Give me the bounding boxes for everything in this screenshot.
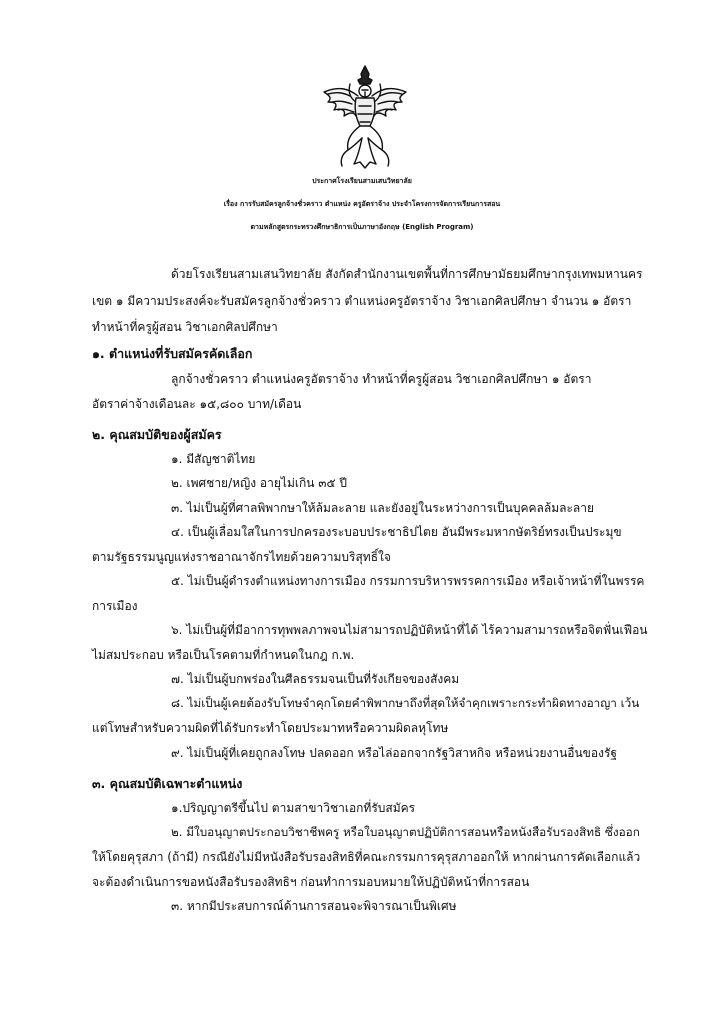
section-2-heading: ๒. คุณสมบัติของผู้สมัคร bbox=[92, 427, 222, 442]
section-2-line: ๘. ไม่เป็นผู้เคยต้องรับโทษจำคุกโดยคำพิพากษาถึงที่สุดให้จำคุกเพราะกระทำผิดทางอาญา เว้น bbox=[171, 696, 640, 710]
section-2-line: แต่โทษสำหรับความผิดที่ได้รับกระทำโดยประมาทหรือความผิดลหุโทษ bbox=[92, 721, 449, 735]
section-1-line: ลูกจ้างชั่วคราว ตำแหน่งครูอัตราจ้าง ทำหน้าที่ครูผู้สอน วิชาเอกศิลปศึกษา ๑ อัตรา bbox=[171, 372, 592, 386]
announcement-title: ประกาศโรงเรียนสามเสนวิทยาลัย bbox=[312, 177, 412, 185]
section-1-heading: ๑. ตำแหน่งที่รับสมัครคัดเลือก bbox=[92, 346, 253, 361]
section-2-line: ๙. ไม่เป็นผู้ที่เคยถูกลงโทษ ปลดออก หรือไล่ออกจากรัฐวิสาหกิจ หรือหน่วยงานอื่นของรัฐ bbox=[171, 746, 618, 760]
section-2-line: ๔. เป็นผู้เลื่อมใสในการปกครองระบอบประชาธิปไตย อันมีพระมหากษัตริย์ทรงเป็นประมุข bbox=[171, 525, 622, 539]
section-2-line: ตามรัฐธรรมนูญแห่งราชอาณาจักรไทยด้วยความบริสุทธิ์ใจ bbox=[92, 550, 391, 564]
section-2-line: ๕. ไม่เป็นผู้ดำรงตำแหน่งทางการเมือง กรรมการบริหารพรรคการเมือง หรือเจ้าหน้าที่ในพรรค bbox=[171, 574, 645, 588]
section-3-line: จะต้องดำเนินการขอหนังสือรับรองสิทธิฯ ก่อนทำการมอบหมายให้ปฏิบัติหน้าที่การสอน bbox=[92, 875, 530, 889]
section-3-line: ๑.ปริญญาตรีขึ้นไป ตามสาขาวิชาเอกที่รับสมัคร bbox=[171, 801, 416, 815]
section-3-line: ๓. หากมีประสบการณ์ด้านการสอนจะพิจารณาเป็นพิเศษ bbox=[171, 899, 457, 913]
section-2-line: การเมือง bbox=[92, 599, 138, 613]
section-3-heading: ๓. คุณสมบัติเฉพาะตำแหน่ง bbox=[92, 776, 243, 791]
section-2-line: ๓. ไม่เป็นผู้ที่ศาลพิพากษาให้ล้มละลาย และยังอยู่ในระหว่างการเป็นบุคคลล้มละลาย bbox=[171, 501, 595, 515]
section-2-line: ๗. ไม่เป็นผู้บกพร่องในศีลธรรมจนเป็นที่รังเกียจของสังคม bbox=[171, 672, 460, 686]
section-2-line: ๖. ไม่เป็นผู้ที่มีอาการทุพพลภาพจนไม่สามารถปฏิบัติหน้าที่ได้ ไร้ความสามารถหรือจิตฟั่นเฟือน bbox=[171, 623, 648, 637]
announcement-subject-line-2: ตามหลักสูตรกระทรวงศึกษาธิการเป็นภาษาอังกฤษ (English Program) bbox=[250, 223, 474, 231]
announcement-subject-line-1: เรื่อง การรับสมัครลูกจ้างชั่วคราว ตำแหน่ง ครูอัตราจ้าง ประจำโครงการจัดการเรียนการสอน bbox=[223, 200, 501, 208]
section-2-line: ๒. เพศชาย/หญิง อายุไม่เกิน ๓๕ ปี bbox=[171, 476, 347, 490]
intro-line: ด้วยโรงเรียนสามเสนวิทยาลัย สังกัดสำนักงานเขตพื้นที่การศึกษามัธยมศึกษากรุงเทพมหานคร bbox=[171, 267, 643, 281]
section-3-line: ให้โดยคุรุสภา (ถ้ามี) กรณียังไม่มีหนังสือรับรองสิทธิที่คณะกรรมการคุรุสภาออกให้ หากผ่านการคัดเลือกแล้ว bbox=[92, 850, 641, 864]
section-3-line: ๒. มีใบอนุญาตประกอบวิชาชีพครู หรือใบอนุญาตปฏิบัติการสอนหรือหนังสือรับรองสิทธิ ซึ่งออก bbox=[171, 825, 640, 839]
section-2-line: ๑. มีสัญชาติไทย bbox=[171, 452, 256, 466]
section-1-line: อัตราค่าจ้างเดือนละ ๑๕,๘๐๐ บาท/เดือน bbox=[92, 397, 302, 411]
intro-line: ทำหน้าที่ครูผู้สอน วิชาเอกศิลปศึกษา bbox=[92, 320, 278, 334]
garuda-emblem-icon bbox=[318, 62, 412, 172]
intro-line: เขต ๑ มีความประสงค์จะรับสมัครลูกจ้างชั่วคราว ตำแหน่งครูอัตราจ้าง วิชาเอกศิลปศึกษา จำนวน ๑ อัตรา bbox=[92, 294, 632, 308]
section-2-line: ไม่สมประกอบ หรือเป็นโรคตามที่กำหนดในกฎ ก.พ. bbox=[92, 648, 355, 662]
